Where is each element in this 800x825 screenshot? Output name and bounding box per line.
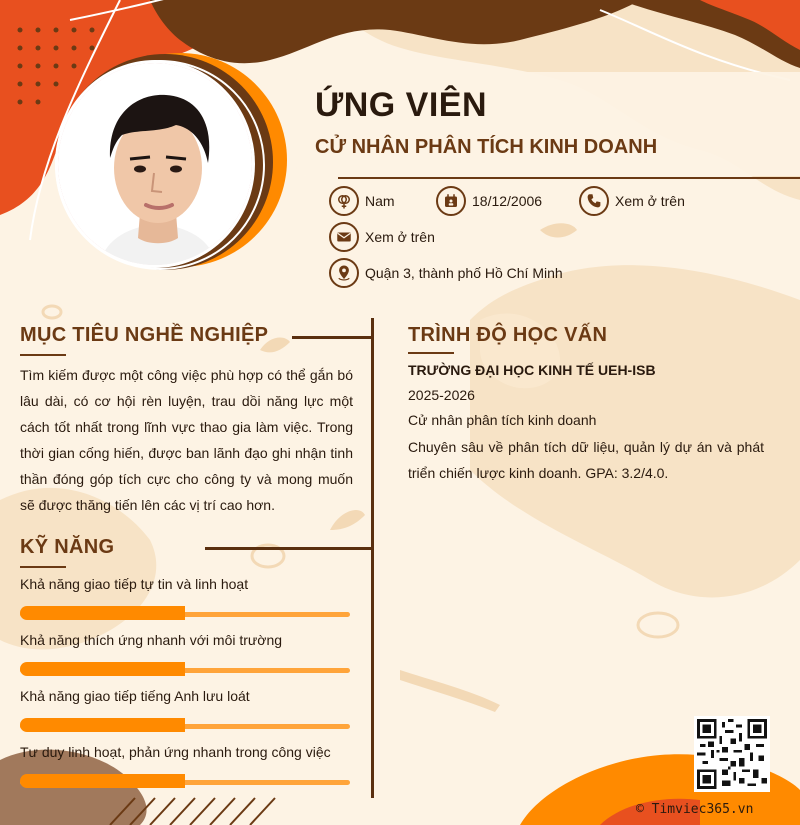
objective-text: Tìm kiếm được một công việc phù hợp có thể gắn bó lâu dài, có cơ hội rèn luyện, trau dồi năng lực một cách tốt nhất trong lĩnh vực thao gia làm việc. Trong thời gian cống hiến, được ban lãnh đạo ghi nhận tinh thần đóng góp tích cực cho công ty và mong muốn sẽ được thăng tiến lên các vị trí cao hơn. (20, 367, 353, 513)
avatar-frame (55, 60, 255, 268)
title-divider (338, 177, 800, 179)
skill-item (20, 632, 350, 676)
footer-copyright: © Timviec365.vn (636, 802, 754, 817)
education-heading: TRÌNH ĐỘ HỌC VẤN (408, 324, 608, 346)
skill-bar-fill (20, 718, 185, 732)
skills-heading: KỸ NĂNG (20, 536, 115, 558)
education-school: TRƯỜNG ĐẠI HỌC KINH TẾ UEH-ISB (408, 362, 656, 378)
birthday-value: 18/12/2006 (472, 193, 543, 209)
contact-phone (579, 186, 685, 216)
avatar (55, 60, 255, 268)
contact-email (329, 222, 435, 252)
phone-value: Xem ở trên (615, 193, 685, 209)
skills-heading-underline (20, 566, 66, 568)
skill-bar (20, 662, 350, 676)
skill-label: Khả năng giao tiếp tiếng Anh lưu loát (20, 688, 250, 704)
qr-code (694, 716, 770, 792)
gender-value: Nam (365, 193, 395, 209)
skill-item (20, 744, 350, 788)
contact-gender (329, 186, 395, 216)
skill-bar (20, 606, 350, 620)
skill-item (20, 576, 350, 620)
skill-label: Khả năng thích ứng nhanh với môi trường (20, 632, 283, 648)
objective-heading: MỤC TIÊU NGHỀ NGHIỆP (20, 324, 269, 346)
qr-code-icon (697, 719, 767, 789)
calendar-icon (436, 186, 466, 216)
contact-address (329, 258, 563, 288)
contact-birthday (436, 186, 542, 216)
objective-heading-rule (292, 336, 372, 339)
gender-icon (329, 186, 359, 216)
phone-icon (579, 186, 609, 216)
location-pin-icon (329, 258, 359, 288)
education-description: Chuyên sâu về phân tích dữ liệu, quản lý dự án và phát triển chiến lược kinh doanh. GPA: 3.2/4.0. (408, 439, 764, 481)
column-divider (371, 318, 374, 798)
skill-bar-fill (20, 774, 185, 788)
skill-bar-fill (20, 606, 185, 620)
skills-heading-rule (205, 547, 372, 550)
skill-bar-fill (20, 662, 185, 676)
skill-item (20, 688, 350, 732)
education-years: 2025-2026 (408, 387, 475, 403)
education-heading-underline (408, 352, 454, 354)
skill-bar (20, 774, 350, 788)
education-degree: Cử nhân phân tích kinh doanh (408, 412, 597, 428)
candidate-name: ỨNG VIÊN (315, 86, 488, 124)
skill-label: Tư duy linh hoạt, phản ứng nhanh trong công việc (20, 744, 331, 760)
job-title: CỬ NHÂN PHÂN TÍCH KINH DOANH (315, 136, 658, 158)
person-portrait-icon (58, 63, 255, 268)
skill-bar (20, 718, 350, 732)
objective-heading-underline (20, 354, 66, 356)
address-value: Quận 3, thành phố Hồ Chí Minh (365, 265, 563, 281)
email-value: Xem ở trên (365, 229, 435, 245)
email-icon (329, 222, 359, 252)
skill-label: Khả năng giao tiếp tự tin và linh hoạt (20, 576, 249, 592)
